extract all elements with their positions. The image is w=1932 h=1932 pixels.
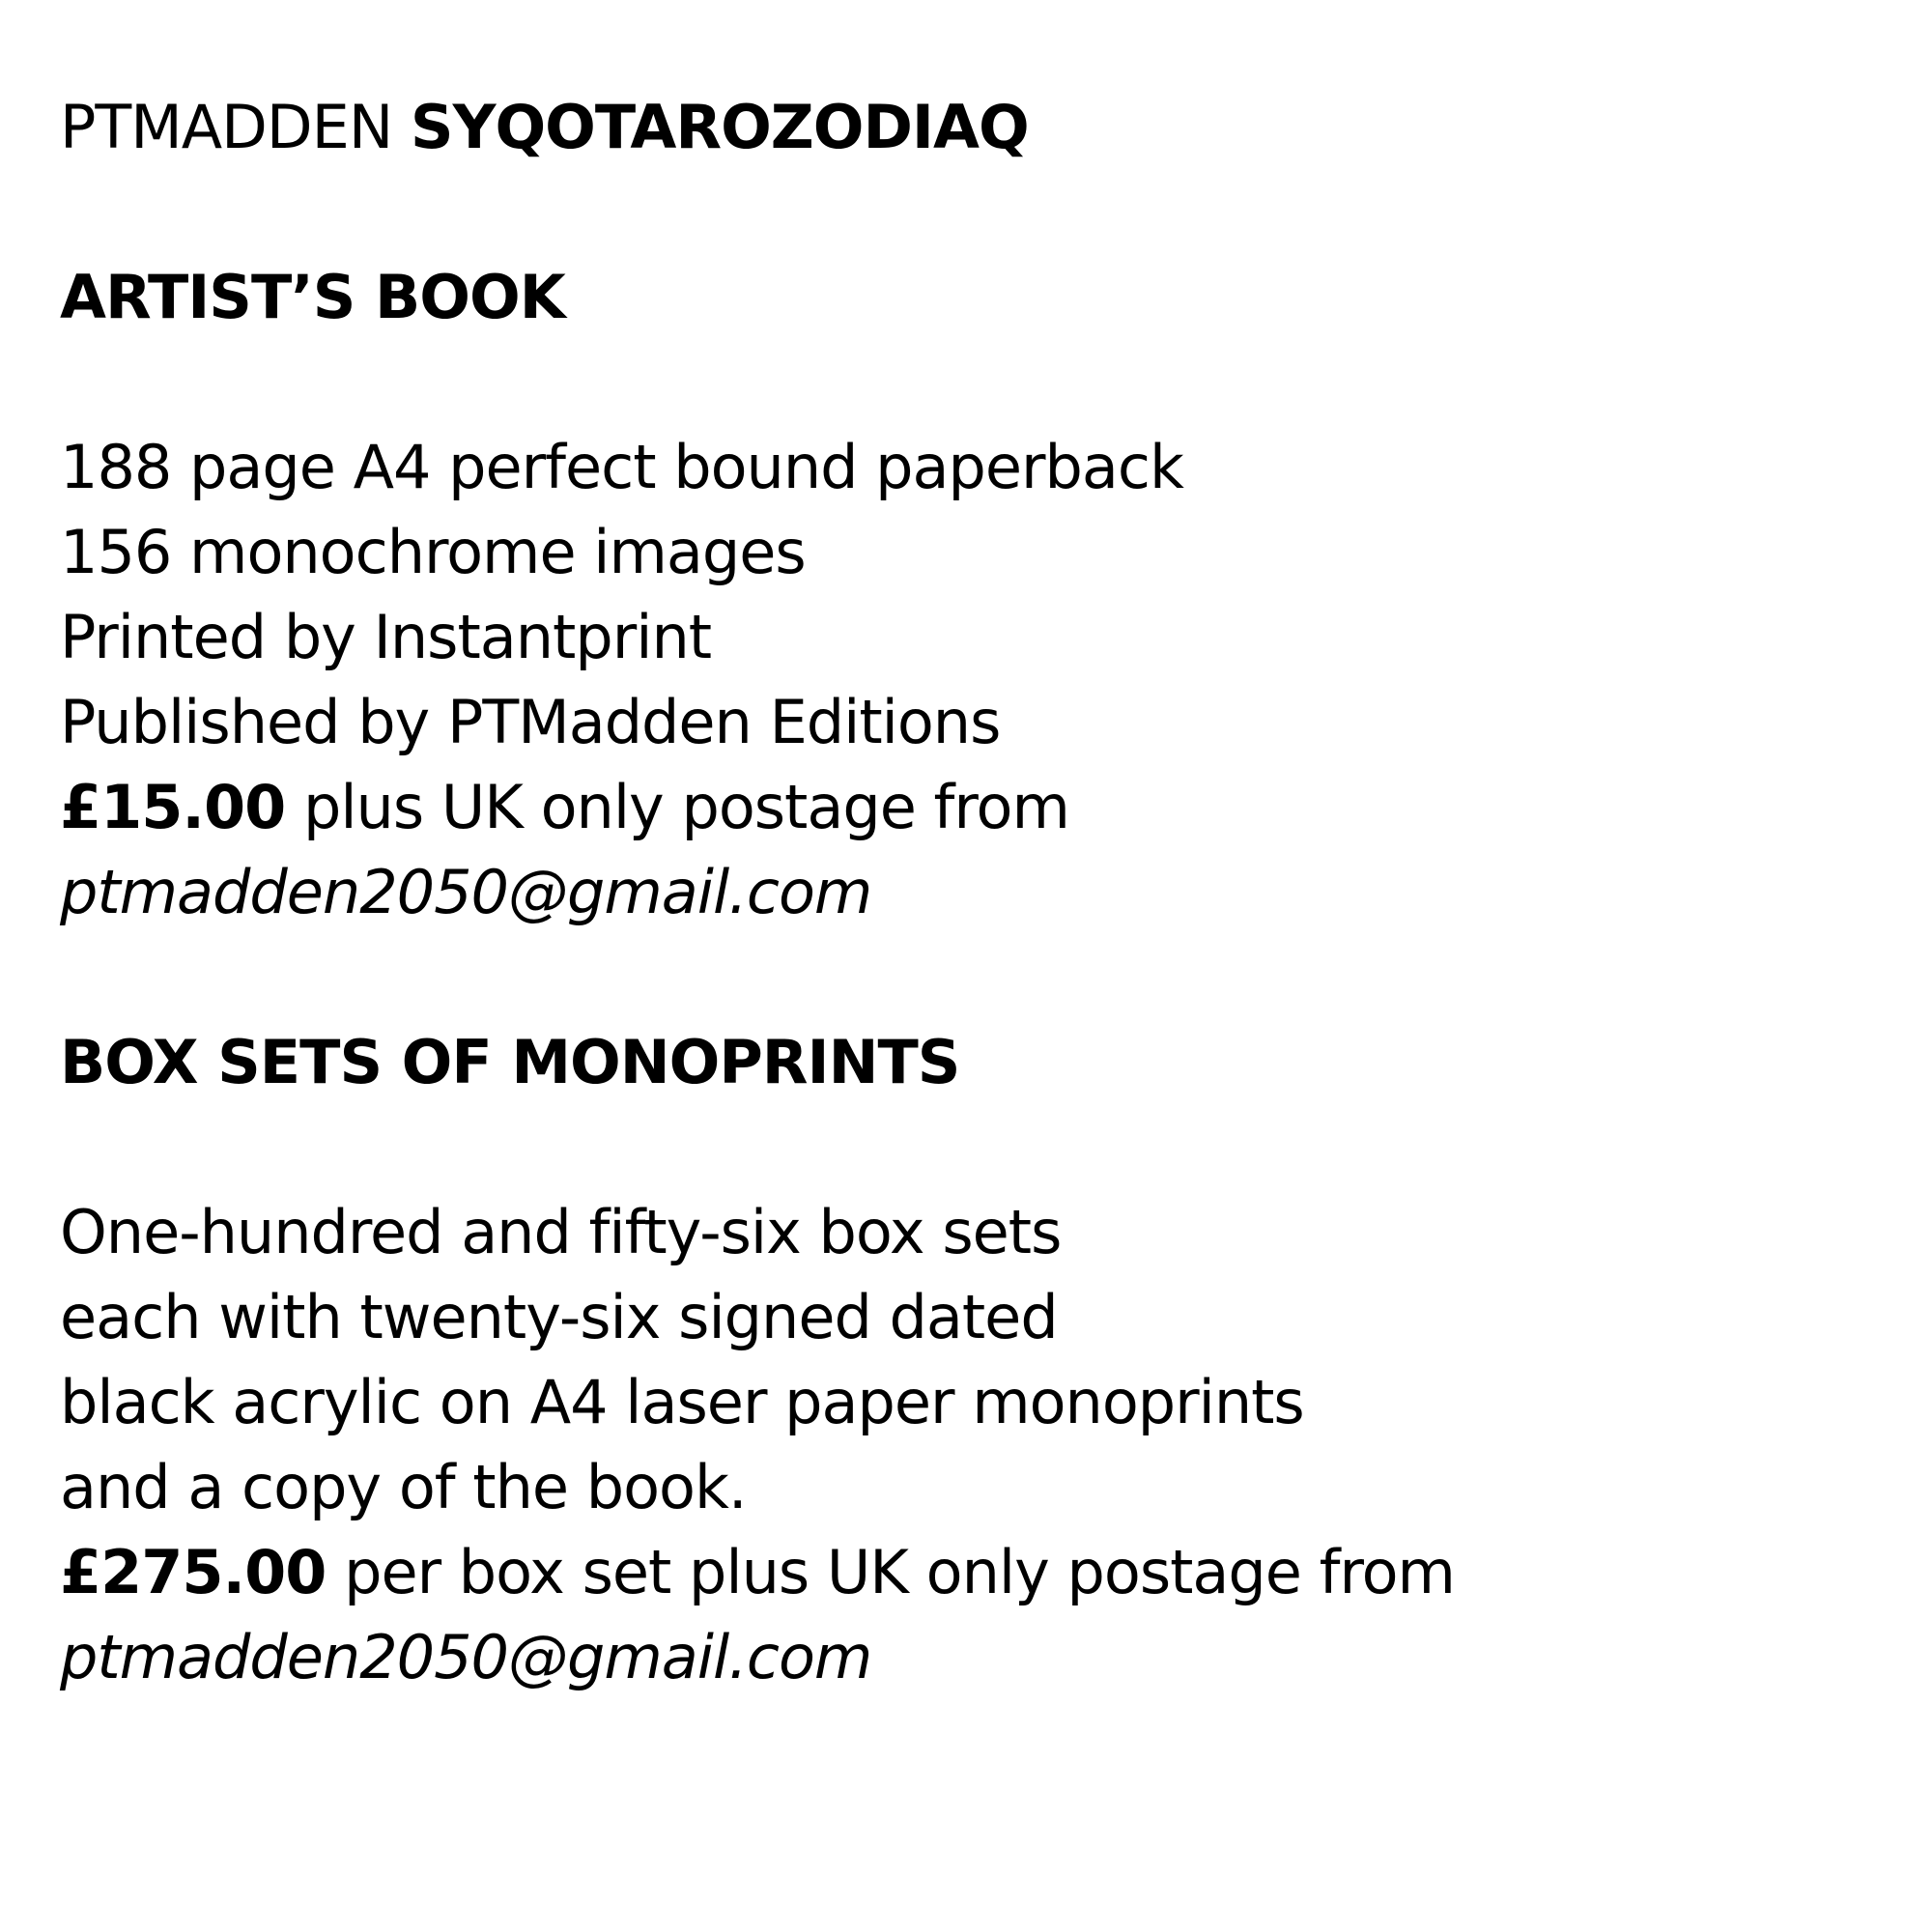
section-heading-boxsets: BOX SETS OF MONOPRINTS bbox=[60, 1027, 960, 1097]
book-detail-line: 188 page A4 perfect bound paperback bbox=[60, 432, 1183, 502]
book-detail-line: 156 monochrome images bbox=[60, 517, 806, 587]
book-detail-line: Printed by Instantprint bbox=[60, 602, 712, 672]
spacer bbox=[60, 170, 1876, 255]
page-title bbox=[60, 85, 1876, 170]
boxset-detail-line: black acrylic on A4 laser paper monoprints bbox=[60, 1367, 1304, 1437]
boxset-email: ptmadden2050@gmail.com bbox=[60, 1622, 872, 1692]
boxset-price-suffix: per box set plus UK only postage from bbox=[326, 1537, 1455, 1607]
boxset-detail-line: each with twenty-six signed dated bbox=[60, 1282, 1058, 1352]
title-part-work: SYQOTAROZODIAQ bbox=[410, 92, 1029, 162]
book-email: ptmadden2050@gmail.com bbox=[60, 857, 872, 927]
title-part-artist: PTMADDEN bbox=[60, 92, 393, 162]
boxset-detail-line: and a copy of the book. bbox=[60, 1452, 747, 1522]
book-price: £15.00 bbox=[60, 772, 286, 842]
spacer bbox=[60, 1105, 1876, 1190]
boxset-detail-line: One-hundred and fifty-six box sets bbox=[60, 1197, 1062, 1267]
section-heading-book: ARTIST’S BOOK bbox=[60, 262, 565, 332]
boxset-price: £275.00 bbox=[60, 1537, 327, 1607]
spacer bbox=[60, 935, 1876, 1020]
spacer bbox=[60, 340, 1876, 425]
book-price-suffix: plus UK only postage from bbox=[285, 772, 1069, 842]
document bbox=[60, 85, 1876, 1700]
boxset-price-line bbox=[60, 1530, 1876, 1615]
book-price-line bbox=[60, 765, 1876, 850]
book-detail-line: Published by PTMadden Editions bbox=[60, 687, 1001, 757]
